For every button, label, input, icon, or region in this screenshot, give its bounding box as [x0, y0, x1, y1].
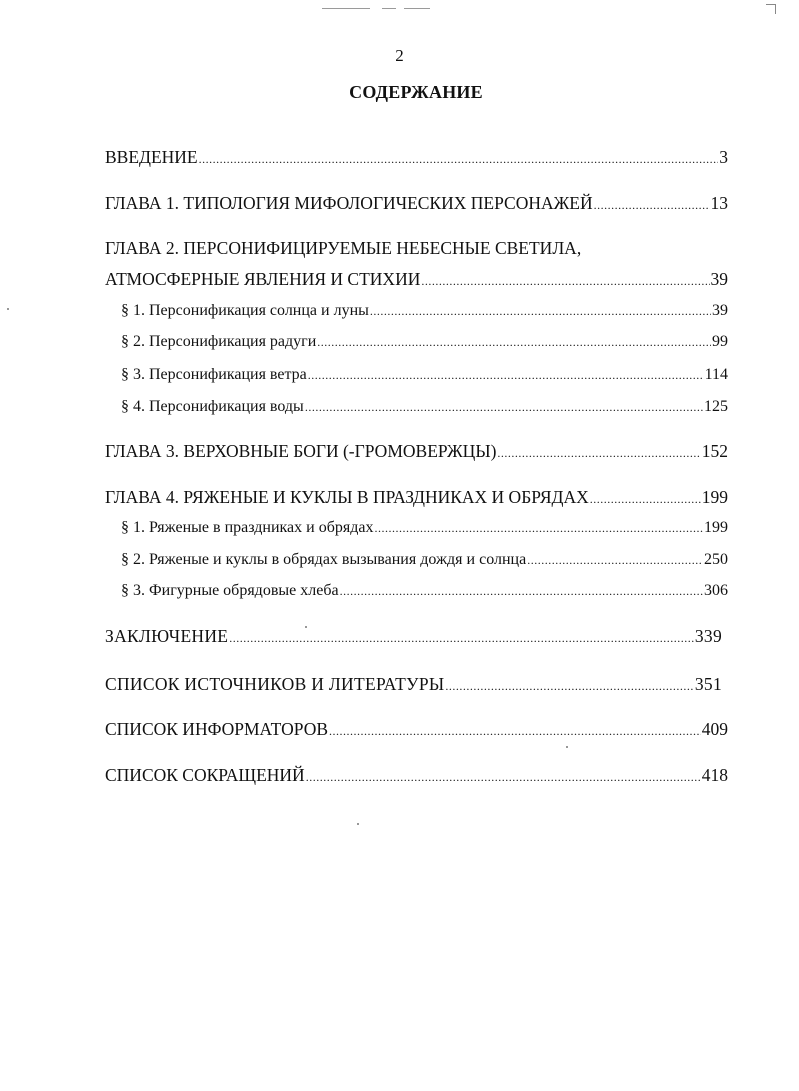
toc-entry-label: СПИСОК ИНФОРМАТОРОВ [105, 719, 329, 739]
scan-mark [322, 8, 370, 9]
toc-section-page: 39 [712, 302, 728, 319]
toc-entry-chapter-3 [105, 440, 728, 464]
toc-entry-page: 152 [701, 441, 728, 461]
dot-leader [329, 720, 701, 742]
toc-entry-page: 39 [710, 269, 728, 289]
toc-entry-label: СПИСОК СОКРАЩЕНИЙ [105, 765, 305, 785]
dot-leader [497, 442, 700, 464]
dot-leader [317, 331, 711, 353]
toc-entry-page: 409 [701, 719, 728, 739]
page-number: 2 [395, 46, 404, 65]
dot-leader [370, 300, 711, 322]
toc-entry-label: ГЛАВА 2. ПЕРСОНИФИЦИРУЕМЫЕ НЕБЕСНЫЕ СВЕТИЛА, [105, 238, 582, 258]
dot-leader [308, 364, 704, 386]
contents-title: СОДЕРЖАНИЕ [349, 82, 483, 102]
toc-entry-page: 418 [701, 765, 728, 785]
toc-section-2-2 [121, 331, 728, 353]
toc-entry-page: 351 [694, 674, 722, 694]
scan-mark [404, 8, 430, 9]
dot-leader [199, 148, 719, 170]
toc-entry-label: ГЛАВА 4. РЯЖЕНЫЕ И КУКЛЫ В ПРАЗДНИКАХ И ОБРЯДАХ [105, 487, 589, 507]
dot-leader [305, 396, 703, 418]
dot-leader [445, 675, 693, 697]
toc-entry-informants [105, 718, 728, 742]
toc-entry-conclusion [105, 625, 722, 649]
toc-section-page: 199 [704, 519, 728, 536]
scan-speck [357, 823, 359, 825]
dot-leader [527, 549, 703, 571]
toc-section-label: § 3. Персонификация ветра [121, 366, 307, 383]
toc-entry-page: 339 [694, 626, 722, 646]
toc-entry-label: ЗАКЛЮЧЕНИЕ [105, 626, 229, 646]
toc-entry-label: ГЛАВА 3. ВЕРХОВНЫЕ БОГИ (-ГРОМОВЕРЖЦЫ) [105, 441, 497, 461]
toc-entry-sources-literature [105, 673, 722, 697]
toc-entry-abbreviations [105, 764, 728, 788]
toc-entry-chapter-4 [105, 486, 728, 510]
toc-entry-chapter-2 [105, 268, 728, 292]
toc-section-2-4 [121, 396, 728, 418]
toc-section-4-1 [121, 517, 728, 539]
toc-entry-label: ГЛАВА 1. ТИПОЛОГИЯ МИФОЛОГИЧЕСКИХ ПЕРСОНАЖЕЙ [105, 193, 593, 213]
toc-section-label: § 1. Персонификация солнца и луны [121, 302, 369, 319]
toc-section-page: 99 [712, 333, 728, 350]
toc-section-4-3 [121, 580, 728, 602]
toc-entry-label: АТМОСФЕРНЫЕ ЯВЛЕНИЯ И СТИХИИ [105, 269, 421, 289]
toc-entry-introduction [105, 146, 728, 170]
dot-leader [340, 580, 703, 602]
toc-section-label: § 4. Персонификация воды [121, 398, 304, 415]
dot-leader [374, 517, 703, 539]
toc-entry-page: 3 [719, 147, 728, 167]
toc-section-label: § 2. Персонификация радуги [121, 333, 317, 350]
toc-section-4-2 [121, 549, 728, 571]
scan-speck [566, 746, 568, 748]
toc-section-page: 114 [704, 366, 728, 383]
dot-leader [594, 194, 710, 216]
toc-entry-chapter-1 [105, 192, 728, 216]
toc-section-page: 306 [704, 582, 728, 599]
scan-corner-mark [766, 4, 776, 14]
toc-section-label: § 1. Ряженые в праздниках и обрядах [121, 519, 374, 536]
toc-section-2-3 [121, 364, 728, 386]
toc-entry-page: 199 [701, 487, 728, 507]
scan-speck [7, 308, 9, 310]
toc-section-label: § 2. Ряженые и куклы в обрядах вызывания дождя и солнца [121, 551, 527, 568]
dot-leader [590, 488, 701, 510]
toc-entry-label: ВВЕДЕНИЕ [105, 147, 198, 167]
dot-leader [306, 766, 701, 788]
toc-section-page: 250 [704, 551, 728, 568]
toc-section-page: 125 [704, 398, 728, 415]
toc-entry-label: СПИСОК ИСТОЧНИКОВ И ЛИТЕРАТУРЫ [105, 674, 445, 694]
toc-section-label: § 3. Фигурные обрядовые хлеба [121, 582, 339, 599]
toc-section-2-1 [121, 300, 728, 322]
scan-mark [382, 8, 396, 9]
dot-leader [229, 627, 694, 649]
toc-entry-page: 13 [710, 193, 728, 213]
dot-leader [421, 270, 709, 292]
toc-entry-chapter-2-line-1 [105, 237, 728, 259]
